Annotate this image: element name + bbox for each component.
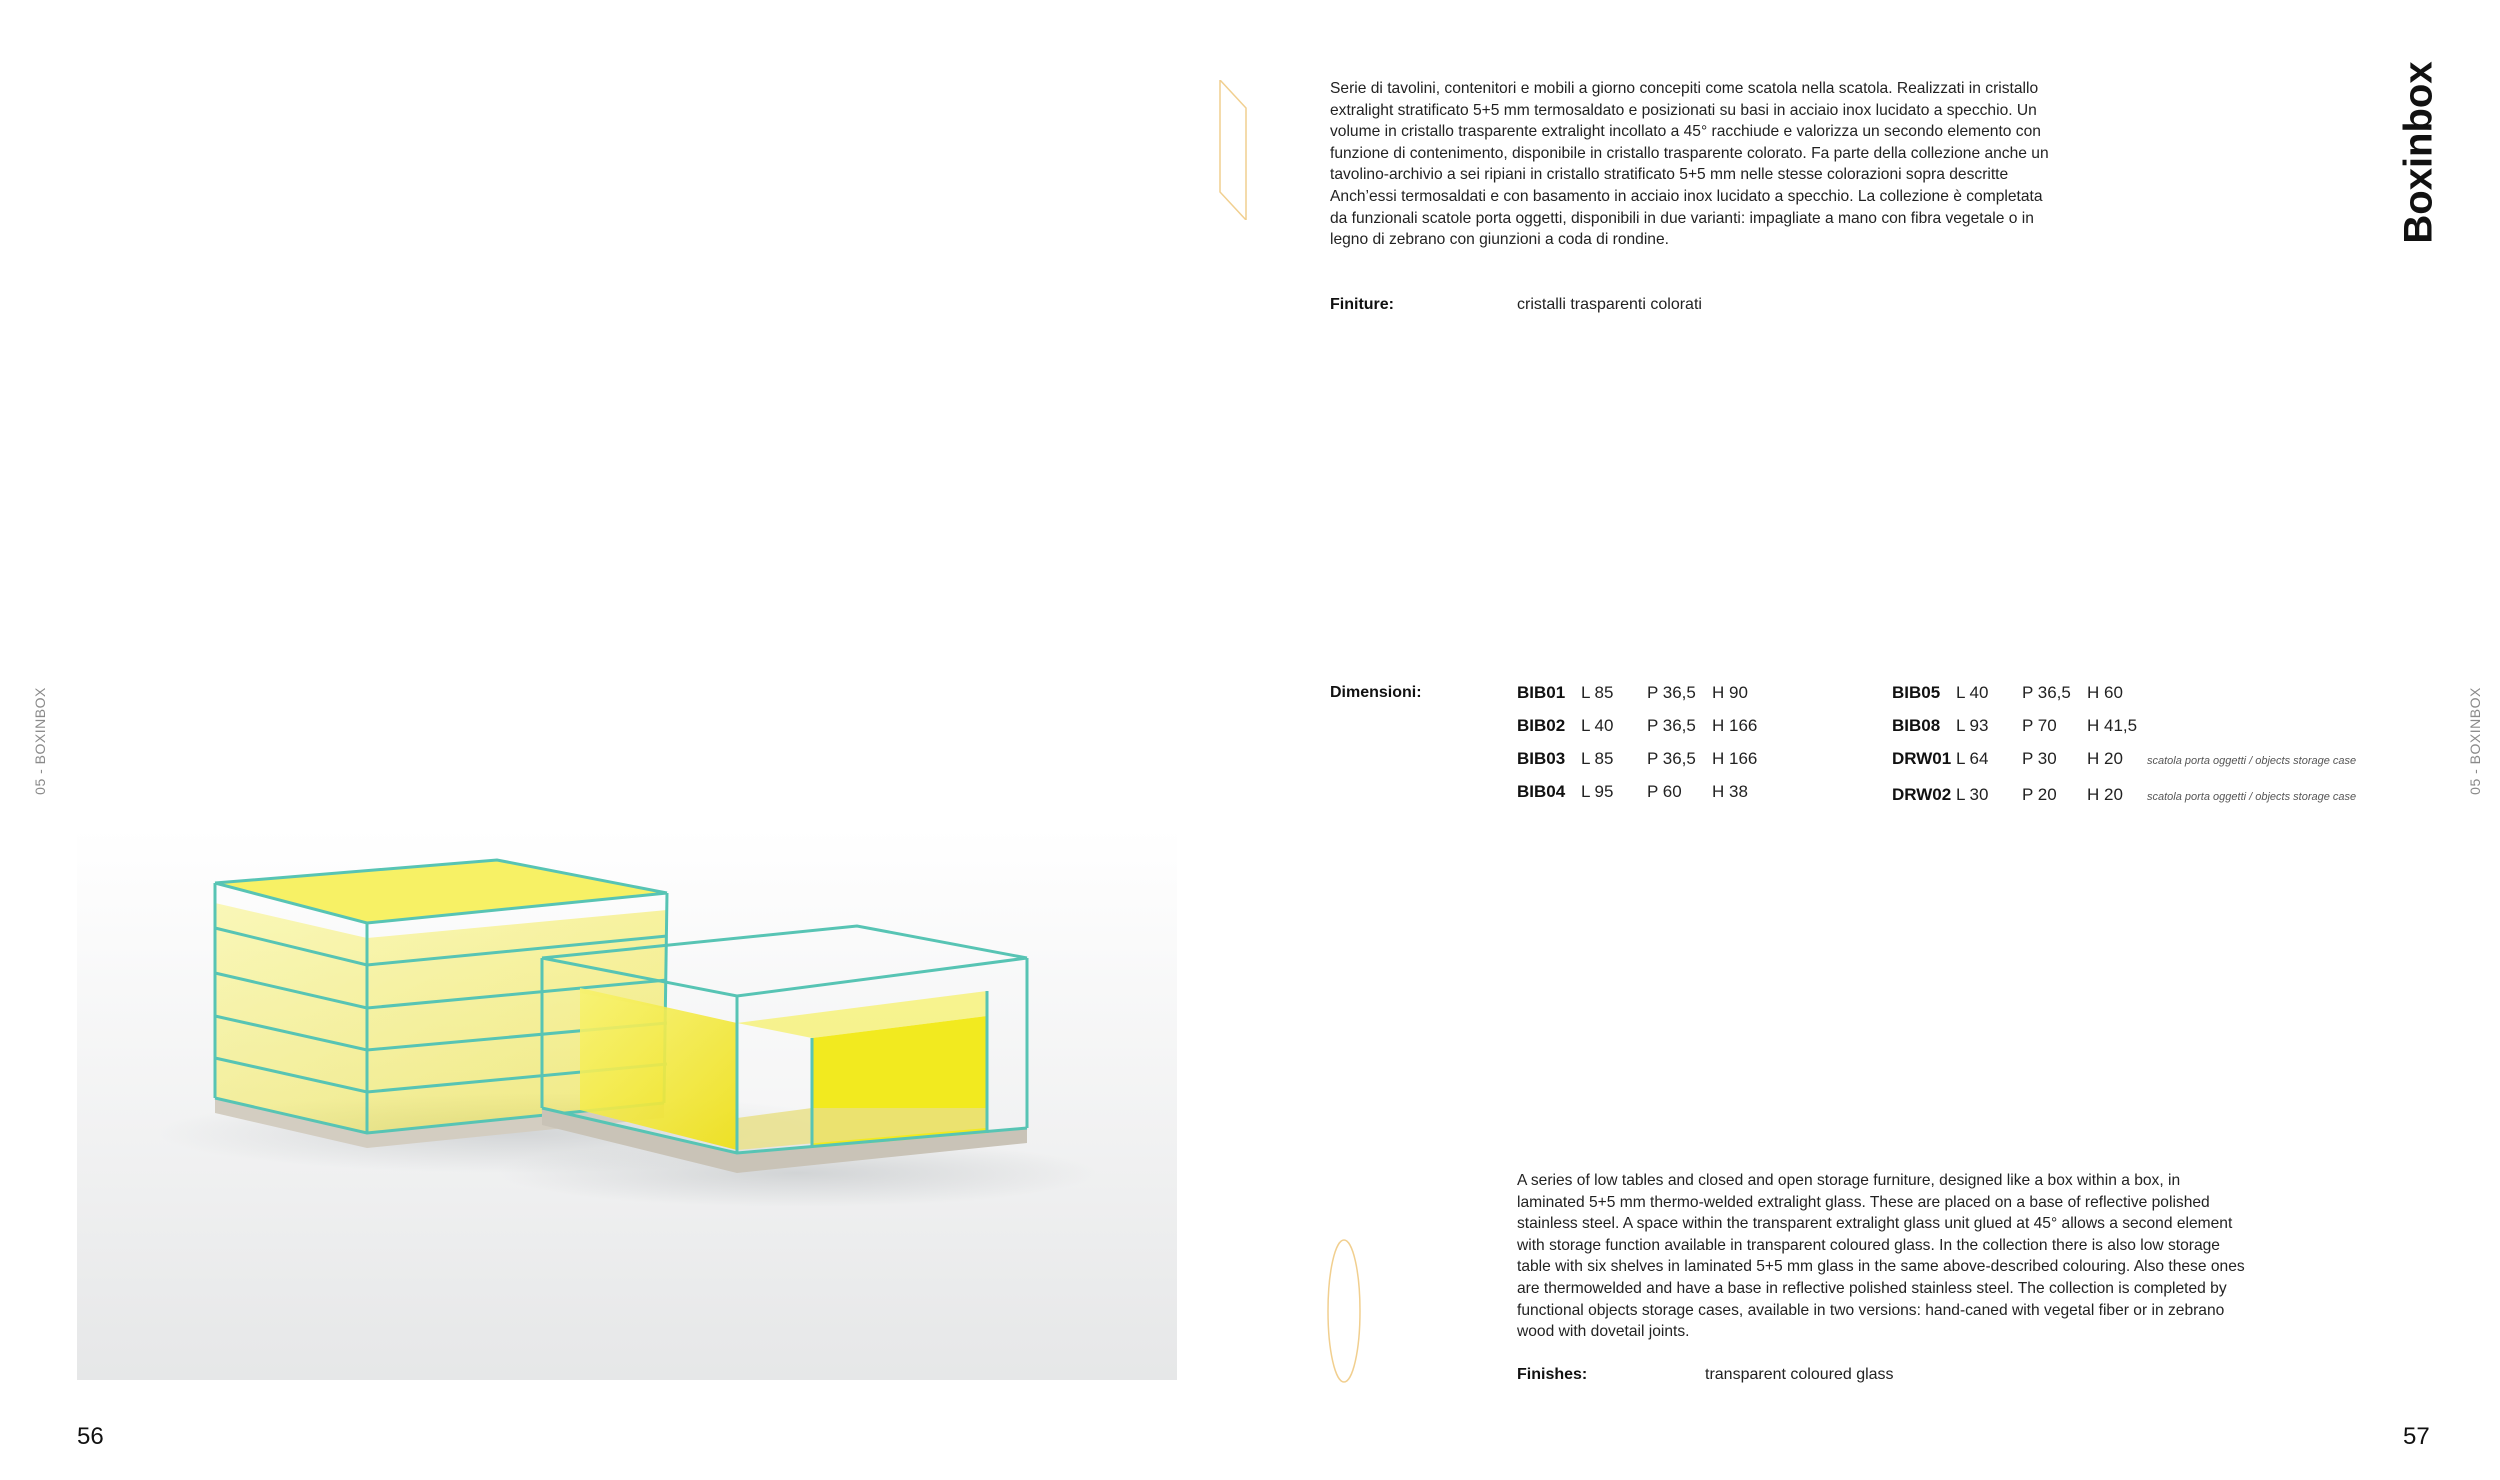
product-code: BIB02 [1517,716,1566,735]
italian-description [1330,78,2060,251]
product-photo [77,828,1177,1380]
dim-length: L 85 [1581,683,1614,702]
dimensions-table-left [1517,676,1757,808]
dim-length: L 30 [1956,785,1989,804]
dim-depth: P 36,5 [1647,716,1696,735]
dim-depth: P 36,5 [1647,749,1696,768]
product-code: BIB04 [1517,782,1566,801]
italian-description-text: Serie di tavolini, contenitori e mobili a giorno concepiti come scatola nella scatola. Realizzati in cristallo extralight stratificato 5+5 mm termosaldato e posizionati su basi in acciaio inox lucidato a specchio. Un volume in cristallo trasparente extralight incollato a 45° racchiude e valorizza un secondo elemento con funzione di contenimento, disponibile in cristallo trasparente colorato. Fa parte della collezione anche un tavolino-archivio a sei ripiani in cristallo stratificato 5+5 mm nelle stesse colorazioni sopra descritte Anch’essi termosaldati e con basamento in acciaio inox lucidato a specchio. La collezione è completata da funzionali scatole porta oggetti, disponibili in due varianti: impagliate a mano con fibra vegetale o in legno di zebrano con giunzioni a coda di rondine. [1330,80,2049,249]
dim-length: L 40 [1956,683,1989,702]
dim-note [2147,676,2356,709]
product-code: BIB01 [1517,683,1566,702]
dim-length: L 95 [1581,782,1614,801]
table-row [1517,775,1757,808]
dim-length: L 93 [1956,716,1989,735]
dim-depth: P 70 [2022,716,2057,735]
product-code: BIB08 [1892,716,1941,735]
finishes-label-en: Finishes: [1517,1366,1588,1383]
page-number-right: 57 [2403,1423,2430,1450]
table-row [1892,778,2356,814]
dim-length: L 40 [1581,716,1614,735]
running-label-left: 05 - BOXINBOX [32,687,48,795]
english-description-text: A series of low tables and closed and open storage furniture, designed like a box within a box, in laminated 5+5 mm thermo-welded extralight glass. These are placed on a base of reflective polished stainless steel. A space within the transparent extralight glass unit glued at 45° allows a second element with storage function available in transparent coloured glass. In the collection there is also low storage table with six shelves in laminated 5+5 mm glass in the same above-described colouring. Also these ones are thermowelded and have a base in reflective polished stainless steel. The collection is completed by functional objects storage cases, available in two versions: hand-caned with vegetal fiber or in zebrano wood with dovetail joints. [1517,1172,2245,1341]
table-row [1892,709,2356,742]
dim-height: H 20 [2087,749,2123,768]
table-row [1892,676,2356,709]
table-row [1892,742,2356,778]
decorative-parallelogram [1215,80,1275,220]
dim-height: H 166 [1712,749,1758,768]
dim-length: L 64 [1956,749,1989,768]
dim-height: H 90 [1712,683,1748,702]
dim-height: H 20 [2087,785,2123,804]
dim-note [2147,709,2356,742]
dim-height: H 41,5 [2087,716,2138,735]
product-code: BIB05 [1892,683,1941,702]
dim-depth: P 36,5 [2022,683,2071,702]
dim-height: H 38 [1712,782,1748,801]
table-row [1517,676,1757,709]
dim-depth: P 60 [1647,782,1682,801]
product-title: Boxinbox [2396,61,2441,244]
running-label-right: 05 - BOXINBOX [2467,687,2483,795]
dim-note: scatola porta oggetti / objects storage case [2147,755,2357,767]
page-number-left: 56 [77,1423,104,1450]
dim-height: H 60 [2087,683,2123,702]
product-code: DRW01 [1892,749,1952,768]
table-row [1517,742,1757,775]
table-row [1517,709,1757,742]
dim-depth: P 36,5 [1647,683,1696,702]
dimensions-label: Dimensioni: [1330,684,1422,701]
finishes-value-it: cristalli trasparenti colorati [1517,296,1702,313]
product-code: BIB03 [1517,749,1566,768]
english-description [1517,1170,2247,1343]
finishes-value-en: transparent coloured glass [1705,1366,1894,1383]
dim-length: L 85 [1581,749,1614,768]
dim-note: scatola porta oggetti / objects storage case [2147,791,2357,803]
product-code: DRW02 [1892,785,1952,804]
dimensions-table-right [1892,676,2356,814]
finishes-label-it: Finiture: [1330,296,1394,313]
dim-depth: P 30 [2022,749,2057,768]
decorative-ellipse [1326,1238,1362,1384]
dim-height: H 166 [1712,716,1758,735]
dim-depth: P 20 [2022,785,2057,804]
